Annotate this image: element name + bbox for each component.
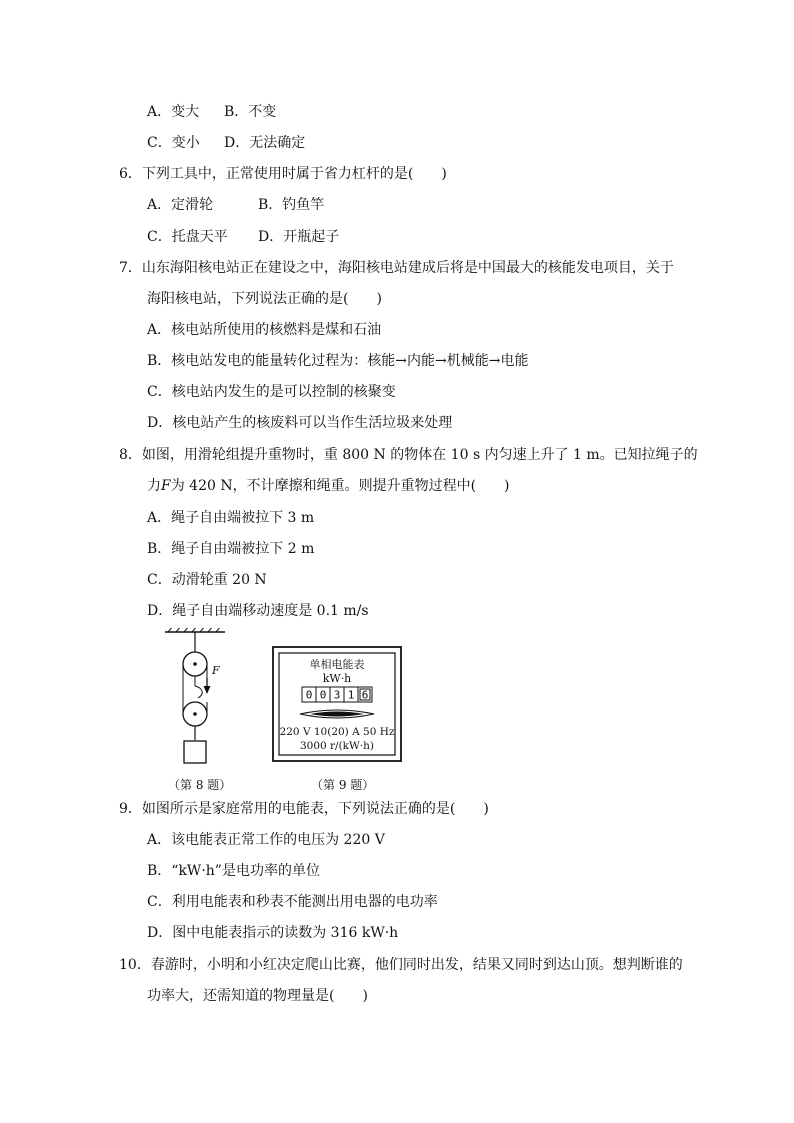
rope-hook: [195, 686, 202, 698]
force-label: F: [212, 664, 220, 677]
meter-digit-3: 3: [333, 688, 341, 702]
q6-option-b: B．钓鱼竿: [258, 197, 325, 213]
meter-digit-5: 6: [361, 688, 369, 702]
movable-pulley-axle: [193, 712, 197, 716]
q5-option-c: C．变小: [147, 135, 200, 151]
q6-option-d: D．开瓶起子: [258, 229, 340, 245]
q9-option-c: C．利用电能表和秒表不能测出用电器的电功率: [147, 894, 438, 910]
q5-option-b: B．不变: [224, 104, 277, 120]
q10-stem-line1: 10．春游时，小明和小红决定爬山比赛，他们同时出发，结果又同时到达山顶。想判断谁的: [119, 957, 683, 973]
q8-stem-line2-prefix: 力: [147, 478, 161, 494]
q6-option-a: A．定滑轮: [147, 197, 214, 213]
q9-stem: 9．如图所示是家庭常用的电能表，下列说法正确的是( ): [119, 801, 489, 817]
electric-meter-figure: [272, 646, 402, 762]
q9-option-b: B．“kW·h”是电功率的单位: [147, 863, 320, 879]
q6-stem: 6．下列工具中，正常使用时属于省力杠杆的是( ): [119, 166, 447, 182]
q7-stem-line1: 7．山东海阳核电站正在建设之中，海阳核电站建成后将是中国最大的核能发电项目，关于: [119, 260, 674, 276]
figure-9-caption: （第 9 题）: [311, 778, 375, 792]
q7-stem-line2: 海阳核电站，下列说法正确的是( ): [147, 291, 382, 307]
q10-stem-line2: 功率大，还需知道的物理量是( ): [147, 988, 368, 1004]
fixed-pulley-axle: [193, 662, 197, 666]
meter-digit-2: 0: [319, 688, 327, 702]
meter-spec-line2: 3000 r/(kW·h): [299, 740, 375, 752]
q9-option-a: A．该电能表正常工作的电压为 220 V: [147, 832, 385, 848]
meter-disc: [310, 712, 364, 717]
q8-option-b: B．绳子自由端被拉下 2 m: [147, 541, 315, 557]
q7-option-b: B．核电站发电的能量转化过程为：核能→内能→机械能→电能: [147, 353, 529, 369]
meter-spec-line1: 220 V 10(20) A 50 Hz: [279, 726, 395, 738]
q8-option-a: A．绳子自由端被拉下 3 m: [147, 510, 315, 526]
q6-option-c: C．托盘天平: [147, 229, 228, 245]
q8-force-symbol: F: [161, 478, 171, 494]
meter-digits: [302, 687, 372, 702]
meter-title: 单相电能表: [309, 658, 365, 671]
q8-option-d: D．绳子自由端移动速度是 0.1 m/s: [147, 603, 369, 619]
force-arrow: [204, 686, 211, 694]
q9-option-d: D．图中电能表指示的读数为 316 kW·h: [147, 925, 399, 941]
q5-option-d: D．无法确定: [224, 135, 306, 151]
meter-unit: kW·h: [322, 672, 352, 685]
meter-digit-4: 1: [347, 688, 355, 702]
weight-block: [184, 741, 206, 763]
figure-8-caption: （第 8 题）: [168, 778, 232, 792]
q5-option-a: A．变大: [147, 104, 200, 120]
q7-option-d: D．核电站产生的核废料可以当作生活垃圾来处理: [147, 415, 453, 431]
q8-stem-line2-suffix: 为 420 N，不计摩擦和绳重。则提升重物过程中( ): [170, 478, 510, 494]
q8-stem-line1: 8．如图，用滑轮组提升重物时，重 800 N 的物体在 10 s 内匀速上升了 1 m。已知拉绳子的: [119, 447, 698, 463]
meter-digit-1: 0: [305, 688, 313, 702]
pulley-system-figure: [160, 628, 240, 773]
q7-option-c: C．核电站内发生的是可以控制的核聚变: [147, 384, 396, 400]
q7-option-a: A．核电站所使用的核燃料是煤和石油: [147, 322, 382, 338]
q8-stem-line2: [147, 476, 510, 496]
q8-option-c: C．动滑轮重 20 N: [147, 572, 267, 588]
